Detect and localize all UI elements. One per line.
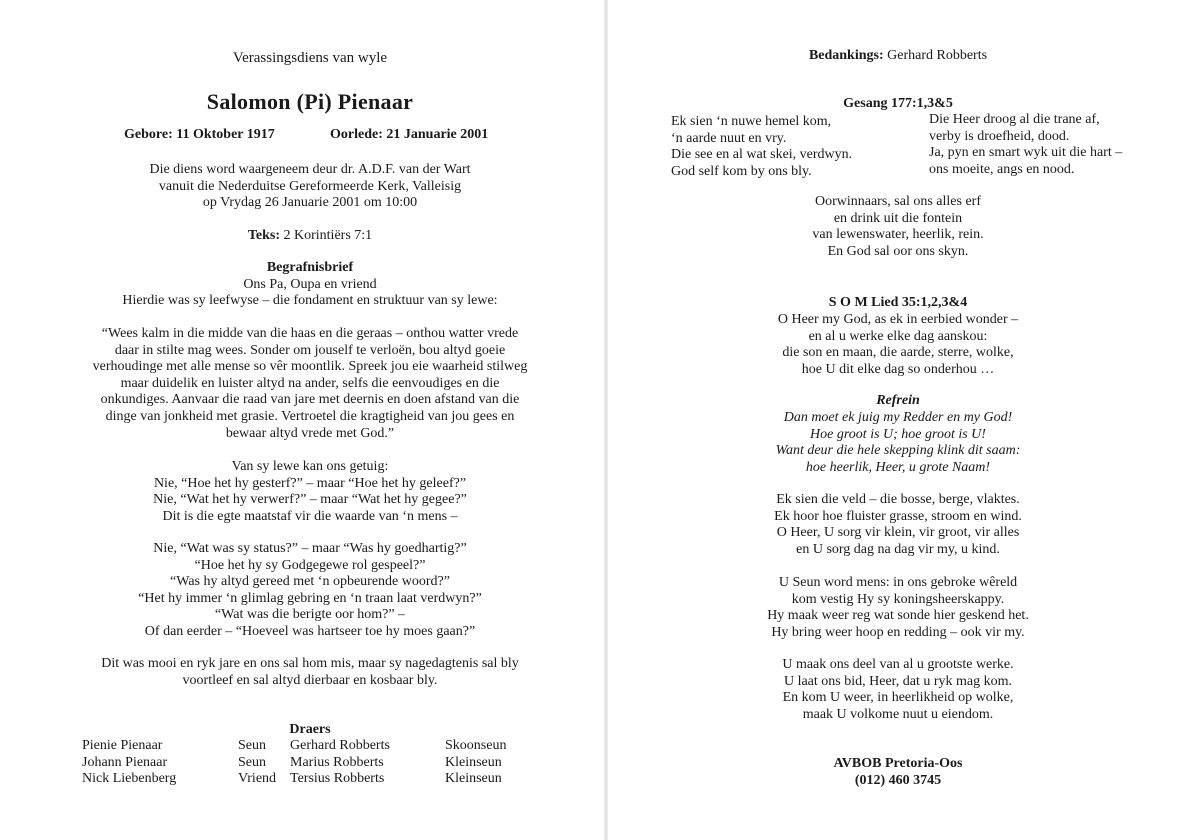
hymn-line: hoe U dit elke dag so onderhou …: [801, 361, 995, 377]
quote-line: bewaar altyd vrede met God.”: [225, 425, 395, 441]
hymn1-chorus: [608, 194, 1188, 260]
scripture-value: 2 Korintiërs 7:1: [283, 228, 373, 243]
hymn-line: U maak ons deel van al u grootste werke.: [782, 657, 1014, 672]
bearer-relation: Kleinseun: [445, 771, 502, 787]
hymn-line: maak U volkome nuut u eiendom.: [802, 706, 994, 722]
refrain-title: Refrein: [876, 393, 920, 408]
hymn-line: ons moeite, angs en nood.: [929, 161, 1075, 177]
birth-value: 11 Oktober 1917: [176, 127, 275, 142]
testimony-line: Dit is die egte maatstaf vir die waarde van ‘n mens –: [162, 508, 458, 524]
acknowledgements: [608, 48, 1188, 65]
closing-line: Dit was mooi en ryk jare en ons sal hom mis, maar sy nagedagtenis sal bly: [101, 656, 519, 671]
hymn-line: U Seun word mens: in ons gebroke wêreld: [778, 575, 1018, 590]
right-page: [608, 0, 1200, 840]
letter-section: [0, 260, 620, 310]
bearer-name: Pienie Pienaar: [82, 738, 163, 753]
officiant-line: vanuit die Nederduitse Gereformeerde Kerk, Valleisig: [158, 178, 462, 194]
letter-intro-line: Ons Pa, Oupa en vriend: [243, 276, 377, 292]
hymn-line: die son en maan, die aarde, sterre, wolke,: [782, 345, 1014, 361]
letter-quote: [0, 326, 620, 442]
bearer-relation: Vriend: [238, 771, 277, 787]
hymn-line: Die Heer droog al die trane af,: [929, 112, 1100, 127]
death-date: [330, 127, 488, 144]
hymn2-verse-2: [608, 492, 1188, 558]
death-value: 21 Januarie 2001: [386, 127, 489, 142]
testimony-line: Nie, “Hoe het hy gesterf?” – maar “Hoe het hy geleef?”: [153, 475, 467, 491]
hymn-line: Ek sien die veld – die bosse, berge, vlaktes.: [776, 492, 1020, 507]
bearer-name: Gerhard Robberts: [290, 738, 390, 753]
thanks-label: Bedankings:: [808, 48, 884, 63]
question-line: “Het hy immer ‘n glimlag gebring en ‘n traan laat verdwyn?”: [138, 590, 482, 606]
thanks-value: Gerhard Robberts: [887, 48, 988, 63]
officiant-info: [0, 162, 620, 212]
question-line: Nie, “Wat was sy status?” – maar “Was hy goedhartig?”: [153, 541, 467, 556]
questions-block: [0, 541, 620, 641]
undertaker-name: AVBOB Pretoria-Oos: [833, 756, 963, 771]
hymn-line: Ek sien ‘n nuwe hemel kom,: [671, 114, 832, 129]
testimony-block: [0, 459, 620, 525]
undertaker-phone: (012) 460 3745: [854, 772, 942, 788]
hymn-line: U laat ons bid, Heer, dat u ryk mag kom.: [783, 673, 1013, 689]
hymn-line: en al u werke elke dag aanskou:: [808, 328, 988, 344]
question-line: “Was hy altyd gereed met ‘n opbeurende woord?”: [170, 574, 450, 590]
question-line: “Wat was die berigte oor hom?” –: [214, 607, 406, 623]
hymn-line: God self kom by ons bly.: [671, 163, 812, 179]
hymn2-title: S O M Lied 35:1,2,3&4: [828, 295, 968, 310]
bearer-name: Tersius Robberts: [290, 771, 385, 787]
refrain-line: Hoe groot is U; hoe groot is U!: [810, 426, 986, 442]
bearer-relation: Kleinseun: [445, 754, 502, 770]
quote-line: maar duidelik en luister altyd na ander, selfs die eenvoudiges en die: [120, 375, 500, 391]
bearer-relation: Seun: [238, 738, 266, 753]
question-line: “Hoe het hy sy Godgegewe rol gespeel?”: [194, 557, 426, 573]
bearer-relation: Skoonseun: [445, 738, 507, 753]
hymn1-verse-right: [929, 112, 1122, 178]
deceased-name: Salomon (Pi) Pienaar: [206, 89, 414, 114]
hymn-line: Hy bring weer hoop en redding – ook vir my.: [771, 624, 1025, 640]
hymn-line: Ja, pyn en smart wyk uit die hart –: [929, 145, 1123, 161]
hymn-line: En kom U weer, in heerlikheid op wolke,: [782, 690, 1014, 706]
quote-line: dinge van jonkheid met grasie. Vertroetel die kragtigheid van jou gees en: [105, 408, 515, 424]
service-heading: Verassingsdiens van wyle: [232, 50, 388, 66]
quote-line: daar in stilte mag wees. Sonder om jouself te verloën, bou altyd goeie: [114, 342, 506, 358]
hymn2-verse-3: [608, 575, 1188, 641]
hymn1-title: Gesang 177:1,3&5: [843, 96, 953, 111]
bearer-relation: Seun: [238, 754, 266, 770]
hymn-line: Ek hoor hoe fluister grasse, stroom en wind.: [774, 508, 1022, 524]
hymn-line: Hy maak weer reg wat sonde hier geskend het.: [767, 608, 1029, 624]
refrain-line: Dan moet ek juig my Redder en my God!: [783, 410, 1013, 425]
hymn-line: ‘n aarde nuut en vry.: [671, 130, 787, 146]
hymn-line: En God sal oor ons skyn.: [827, 243, 969, 259]
hymn1-verse-left: [671, 114, 852, 180]
letter-intro-line: Hierdie was sy leefwyse – die fondament en struktuur van sy lewe:: [122, 293, 498, 309]
hymn-line: kom vestig Hy sy koningsheerskappy.: [791, 591, 1005, 607]
refrain-line: hoe heerlik, Heer, u grote Naam!: [805, 459, 991, 475]
bearers-title: Draers: [289, 722, 331, 737]
officiant-line: op Vrydag 26 Januarie 2001 om 10:00: [202, 195, 418, 211]
officiant-line: Die diens word waargeneem deur dr. A.D.F. van der Wart: [149, 162, 471, 177]
letter-title: Begrafnisbrief: [266, 260, 354, 275]
bearer-name: Nick Liebenberg: [82, 771, 177, 787]
testimony-line: Nie, “Wat het hy verwerf?” – maar “Wat het hy gegee?”: [153, 492, 467, 508]
quote-line: verhoudinge met alle mense so vêr moontlik. Spreek jou eie waarheid stilweg: [92, 359, 528, 375]
hymn-line: Die see en al wat skei, verdwyn.: [671, 147, 853, 163]
refrain-block: [608, 410, 1188, 476]
quote-line: “Wees kalm in die midde van die haas en die geraas – onthou watter vrede: [101, 326, 519, 341]
hymn-line: verby is droefheid, dood.: [929, 128, 1070, 144]
hymn-line: O Heer my God, as ek in eerbied wonder –: [777, 312, 1019, 327]
hymn2-verse-1: [608, 312, 1188, 378]
birth-label: Gebore:: [124, 127, 173, 142]
quote-line: onkundiges. Aanvaar die raad van jare met deernis en doen afstand van die: [100, 392, 520, 408]
closing-block: [0, 656, 620, 689]
closing-line: voortleef en sal altyd dierbaar en kosbaar bly.: [182, 672, 438, 688]
hymn-line: en U sorg dag na dag vir my, u kind.: [796, 541, 1000, 557]
bearer-name: Marius Robberts: [290, 754, 384, 770]
death-label: Oorlede:: [330, 127, 383, 142]
question-line: Of dan eerder – “Hoeveel was hartseer toe hy moes gaan?”: [144, 623, 476, 639]
scripture-reference: [0, 228, 620, 245]
hymn2-verse-4: [608, 657, 1188, 723]
scripture-label: Teks:: [247, 228, 280, 243]
birth-date: [124, 127, 275, 144]
undertaker-info: [608, 756, 1188, 789]
testimony-line: Van sy lewe kan ons getuig:: [231, 459, 389, 474]
bearer-name: Johann Pienaar: [82, 754, 168, 770]
hymn-line: en drink uit die fontein: [833, 210, 963, 226]
hymn-line: O Heer, U sorg vir klein, vir groot, vir alles: [776, 525, 1020, 541]
hymn-line: Oorwinnaars, sal ons alles erf: [814, 194, 981, 209]
hymn-line: van lewenswater, heerlik, rein.: [812, 227, 984, 243]
refrain-line: Want deur die hele skepping klink dit saam:: [775, 443, 1021, 459]
